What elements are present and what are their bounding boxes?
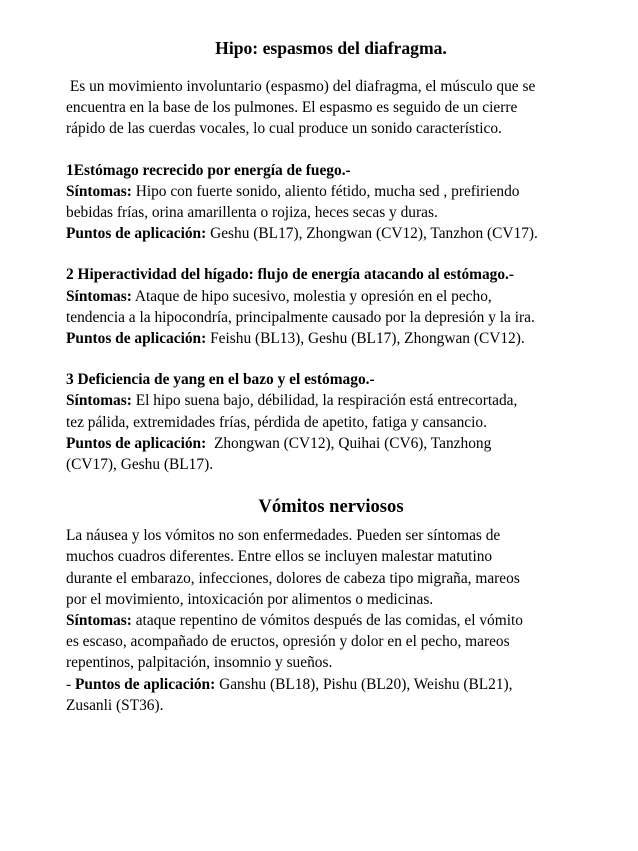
- vomitos-intro-line: muchos cuadros diferentes. Entre ellos se incluyen malestar matutino: [66, 548, 493, 566]
- puntos-text-cont: (CV17), Geshu (BL17).: [66, 456, 214, 474]
- puntos-line: [66, 223, 586, 244]
- puntos-text-cont: Zusanli (ST36).: [66, 696, 164, 714]
- sintomas-text-cont: tendencia a la hipocondría, principalmente causado por la depresión y la ira.: [66, 308, 535, 326]
- sintomas-text-cont: es escaso, acompañado de eructos, opresión y dolor en el pecho, mareos: [66, 633, 510, 651]
- section-heading: 2 Hiperactividad del hígado: flujo de energía atacando al estómago.-: [66, 266, 515, 284]
- sintomas-text: Hipo con fuerte sonido, aliento fétido, mucha sed , prefiriendo: [131, 182, 520, 200]
- puntos-label: Puntos de aplicación:: [74, 675, 216, 693]
- puntos-text: Ganshu (BL18), Pishu (BL20), Weishu (BL21),: [215, 675, 513, 693]
- sintomas-text: Ataque de hipo sucesivo, molestia y opresión en el pecho,: [131, 287, 492, 305]
- vomitos-section: [66, 525, 586, 716]
- hipo-intro: [66, 76, 586, 140]
- section-heading: 3 Deficiencia de yang en el bazo y el estómago.-: [66, 371, 375, 389]
- sintomas-label: Síntomas:: [66, 612, 132, 630]
- hipo-section-2: [66, 264, 586, 349]
- sintomas-line: [66, 610, 586, 631]
- sintomas-line: [66, 181, 586, 202]
- hipo-section-1: [66, 160, 586, 245]
- intro-line: Es un movimiento involuntario (espasmo) del diafragma, el músculo que se: [66, 78, 536, 95]
- sintomas-label: Síntomas:: [66, 182, 132, 200]
- puntos-line: [66, 433, 586, 454]
- sintomas-text: ataque repentino de vómitos después de las comidas, el vómito: [131, 612, 523, 630]
- vomitos-intro-line: La náusea y los vómitos no son enfermedades. Pueden ser síntomas de: [66, 527, 501, 545]
- puntos-text: Feishu (BL13), Geshu (BL17), Zhongwan (CV12).: [206, 330, 525, 348]
- puntos-line: [66, 328, 586, 349]
- vomitos-intro-line: por el movimiento, intoxicación por alimentos o medicinas.: [66, 590, 434, 608]
- sintomas-label: Síntomas:: [66, 392, 132, 410]
- sintomas-text: El hipo suena bajo, débilidad, la respiración está entrecortada,: [131, 392, 518, 410]
- vomitos-title: Vómitos nerviosos: [258, 496, 404, 518]
- vomitos-intro-line: durante el embarazo, infecciones, dolores de cabeza tipo migraña, mareos: [66, 569, 520, 587]
- puntos-text: Geshu (BL17), Zhongwan (CV12), Tanzhon (CV17).: [206, 225, 538, 243]
- puntos-prefix: -: [66, 675, 75, 693]
- sintomas-text-cont: repentinos, palpitación, insomnio y sueños.: [66, 654, 333, 672]
- section-heading: 1Estómago recrecido por energía de fuego.-: [66, 161, 351, 179]
- puntos-label: Puntos de aplicación:: [66, 225, 207, 243]
- puntos-line: [66, 674, 586, 695]
- intro-line: rápido de las cuerdas vocales, lo cual produce un sonido característico.: [66, 120, 502, 138]
- intro-line: encuentra en la base de los pulmones. El espasmo es seguido de un cierre: [66, 99, 518, 117]
- hipo-title: Hipo: espasmos del diafragma.: [215, 38, 447, 58]
- sintomas-line: [66, 390, 586, 411]
- sintomas-text-cont: tez pálida, extremidades frías, pérdida de apetito, fatiga y cansancio.: [66, 413, 487, 431]
- sintomas-line: [66, 286, 586, 307]
- puntos-text: Zhongwan (CV12), Quihai (CV6), Tanzhong: [206, 434, 492, 452]
- sintomas-text-cont: bebidas frías, orina amarillenta o rojiza, heces secas y duras.: [66, 204, 438, 222]
- puntos-label: Puntos de aplicación:: [66, 434, 207, 452]
- puntos-label: Puntos de aplicación:: [66, 330, 207, 348]
- hipo-section-3: [66, 369, 586, 475]
- document-page: [66, 36, 586, 716]
- sintomas-label: Síntomas:: [66, 287, 132, 305]
